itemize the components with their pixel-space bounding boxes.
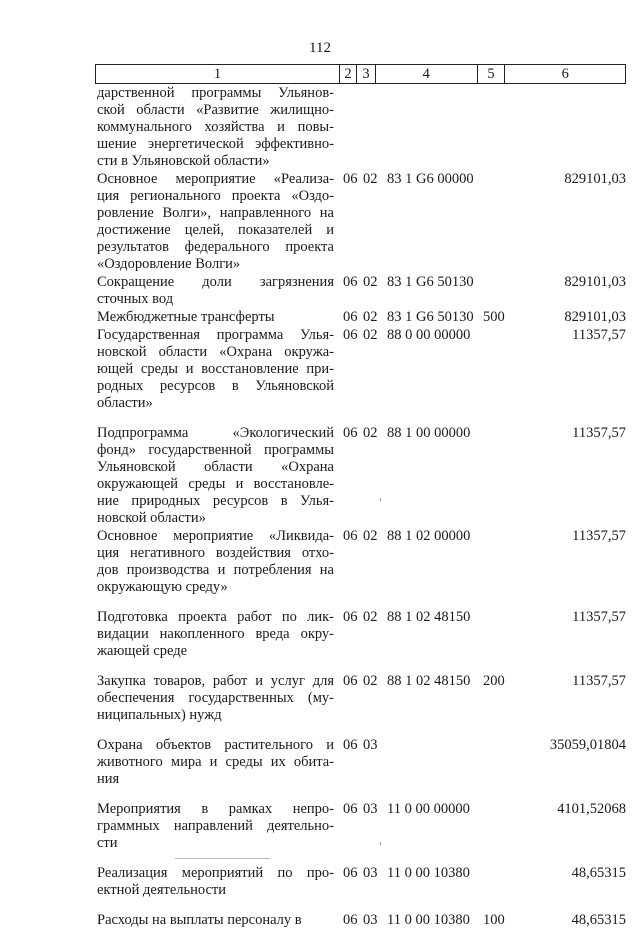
header-col-6: 6 xyxy=(561,66,569,82)
row-name xyxy=(97,85,334,170)
row-name-line: результатов федерального проекта xyxy=(97,239,334,255)
scan-smudge xyxy=(175,858,270,859)
expense-type-code: 100 xyxy=(483,912,505,928)
row-name-line: достижение целей, показателей и xyxy=(97,222,334,238)
expense-type-code: 500 xyxy=(483,309,505,325)
row-name xyxy=(97,274,334,308)
amount: 11357,57 xyxy=(572,425,626,441)
table-row xyxy=(97,425,626,527)
target-article-code: 88 0 00 00000 xyxy=(387,327,471,343)
amount: 4101,52068 xyxy=(557,801,626,817)
subsection-code: 02 xyxy=(363,327,378,343)
row-name-line: окружающей среды и восстановле- xyxy=(97,476,334,492)
target-article-code: 83 1 G6 50130 xyxy=(387,309,474,325)
table-body xyxy=(97,85,626,929)
amount: 35059,01804 xyxy=(549,737,626,753)
target-article-code: 88 1 02 00000 xyxy=(387,528,471,544)
amount: 11357,57 xyxy=(572,327,626,343)
section-code: 06 xyxy=(343,274,358,290)
subsection-code: 03 xyxy=(363,865,378,881)
scan-speck xyxy=(380,498,381,501)
row-name-line: дарственной программы Ульянов- xyxy=(97,85,334,101)
amount: 829101,03 xyxy=(564,171,626,187)
row-name-line: жающей среде xyxy=(97,643,188,659)
scan-speck xyxy=(380,842,381,845)
table-row xyxy=(97,912,626,929)
row-name-line: сточных вод xyxy=(97,291,174,307)
row-name-line: ровление Волги», направленного на xyxy=(97,205,334,221)
row-spacer xyxy=(97,596,626,609)
row-name-line: Охрана объектов растительного и xyxy=(97,737,334,753)
row-name-line: Межбюджетные трансферты xyxy=(97,309,275,325)
section-code: 06 xyxy=(343,609,358,625)
row-name-line: ция регионального проекта «Оздо- xyxy=(97,188,334,204)
subsection-code: 02 xyxy=(363,609,378,625)
row-name xyxy=(97,309,334,326)
target-article-code: 11 0 00 10380 xyxy=(387,912,470,928)
table-row xyxy=(97,865,626,899)
row-name-line: шение энергетической эффективно- xyxy=(97,136,334,152)
page-number: 112 xyxy=(309,40,331,56)
table-row xyxy=(97,274,626,308)
section-code: 06 xyxy=(343,309,358,325)
row-name-line: обеспечения государственных (му- xyxy=(97,690,334,706)
table-row xyxy=(97,737,626,788)
subsection-code: 02 xyxy=(363,673,378,689)
target-article-code: 88 1 02 48150 xyxy=(387,673,471,689)
row-name-line: Государственная программа Улья- xyxy=(97,327,334,343)
expense-type-code: 200 xyxy=(483,673,505,689)
subsection-code: 02 xyxy=(363,171,378,187)
table-row xyxy=(97,528,626,596)
row-name-line: ющей среды и восстановление при- xyxy=(97,361,334,377)
row-name-line: Мероприятия в рамках непро- xyxy=(97,801,334,817)
table-row xyxy=(97,309,626,326)
amount: 829101,03 xyxy=(564,274,626,290)
row-name-line: Основное мероприятие «Ликвида- xyxy=(97,528,334,544)
row-name-line: Ульяновской области «Охрана xyxy=(97,459,334,475)
section-code: 06 xyxy=(343,171,358,187)
row-name-line: фонд» государственной программы xyxy=(97,442,334,458)
row-name-line: новской области «Охрана окружа- xyxy=(97,344,334,360)
section-code: 06 xyxy=(343,737,358,753)
subsection-code: 02 xyxy=(363,274,378,290)
row-name-line: животного мира и среды их обита- xyxy=(97,754,334,770)
row-name-line: Подпрограмма «Экологический xyxy=(97,425,334,441)
row-name xyxy=(97,528,334,596)
row-name-line: ектной деятельности xyxy=(97,882,227,898)
subsection-code: 02 xyxy=(363,528,378,544)
row-name-line: ние природных ресурсов в Улья- xyxy=(97,493,334,509)
amount: 48,65315 xyxy=(571,865,626,881)
row-name xyxy=(97,609,334,660)
row-name-line: граммных направлений деятельно- xyxy=(97,818,334,834)
row-name-line: «Оздоровление Волги» xyxy=(97,256,241,272)
table-row xyxy=(97,673,626,724)
row-name xyxy=(97,912,334,929)
target-article-code: 83 1 G6 00000 xyxy=(387,171,474,187)
row-spacer xyxy=(97,660,626,673)
row-name-line: новской области» xyxy=(97,510,206,526)
subsection-code: 03 xyxy=(363,801,378,817)
section-code: 06 xyxy=(343,327,358,343)
table-row xyxy=(97,171,626,273)
section-code: 06 xyxy=(343,673,358,689)
amount: 829101,03 xyxy=(564,309,626,325)
header-col-4: 4 xyxy=(376,65,478,83)
section-code: 06 xyxy=(343,425,358,441)
table-row xyxy=(97,609,626,660)
row-name-line: области» xyxy=(97,395,153,411)
table-row xyxy=(97,801,626,852)
table-row xyxy=(97,327,626,412)
header-col-3: 3 xyxy=(357,65,376,83)
amount: 11357,57 xyxy=(572,528,626,544)
row-spacer xyxy=(97,724,626,737)
amount: 11357,57 xyxy=(572,609,626,625)
section-code: 06 xyxy=(343,865,358,881)
table-row xyxy=(97,85,626,170)
row-name-line: Сокращение доли загрязнения xyxy=(97,274,334,290)
target-article-code: 83 1 G6 50130 xyxy=(387,274,474,290)
row-name xyxy=(97,737,334,788)
subsection-code: 03 xyxy=(363,912,378,928)
row-name-line: Реализация мероприятий по про- xyxy=(97,865,334,881)
amount: 11357,57 xyxy=(572,673,626,689)
target-article-code: 88 1 02 48150 xyxy=(387,609,471,625)
row-name xyxy=(97,865,334,899)
row-name xyxy=(97,801,334,852)
row-name-line: ния xyxy=(97,771,120,787)
header-col-5: 5 xyxy=(478,65,506,83)
row-name-line: ция негативного воздействия отхо- xyxy=(97,545,334,561)
row-name-line: родных ресурсов в Ульяновской xyxy=(97,378,334,394)
target-article-code: 11 0 00 00000 xyxy=(387,801,470,817)
subsection-code: 02 xyxy=(363,309,378,325)
row-name-line: ской области «Развитие жилищно- xyxy=(97,102,334,118)
section-code: 06 xyxy=(343,528,358,544)
row-spacer xyxy=(97,788,626,801)
target-article-code: 88 1 00 00000 xyxy=(387,425,471,441)
row-name-line: Расходы на выплаты персоналу в xyxy=(97,912,302,928)
row-name-line: видации накопленного вреда окру- xyxy=(97,626,334,642)
row-name-line: коммунального хозяйства и повы- xyxy=(97,119,334,135)
row-name-line: окружающую среду» xyxy=(97,579,228,595)
row-name-line: сти xyxy=(97,835,118,851)
row-name-line: дов производства и потребления на xyxy=(97,562,334,578)
row-name-line: сти в Ульяновской области» xyxy=(97,153,270,169)
row-spacer xyxy=(97,899,626,912)
section-code: 06 xyxy=(343,912,358,928)
header-col-1: 1 xyxy=(96,65,340,83)
row-spacer xyxy=(97,412,626,425)
header-col-2: 2 xyxy=(340,65,357,83)
row-name xyxy=(97,327,334,412)
target-article-code: 11 0 00 10380 xyxy=(387,865,470,881)
row-name-line: Закупка товаров, работ и услуг для xyxy=(97,673,334,689)
subsection-code: 02 xyxy=(363,425,378,441)
row-name xyxy=(97,425,334,527)
section-code: 06 xyxy=(343,801,358,817)
amount: 48,65315 xyxy=(571,912,626,928)
row-name-line: Подготовка проекта работ по лик- xyxy=(97,609,334,625)
subsection-code: 03 xyxy=(363,737,378,753)
table-header xyxy=(95,64,626,84)
row-name xyxy=(97,171,334,273)
row-name-line: Основное мероприятие «Реализа- xyxy=(97,171,334,187)
row-name-line: ниципальных) нужд xyxy=(97,707,222,723)
row-name xyxy=(97,673,334,724)
